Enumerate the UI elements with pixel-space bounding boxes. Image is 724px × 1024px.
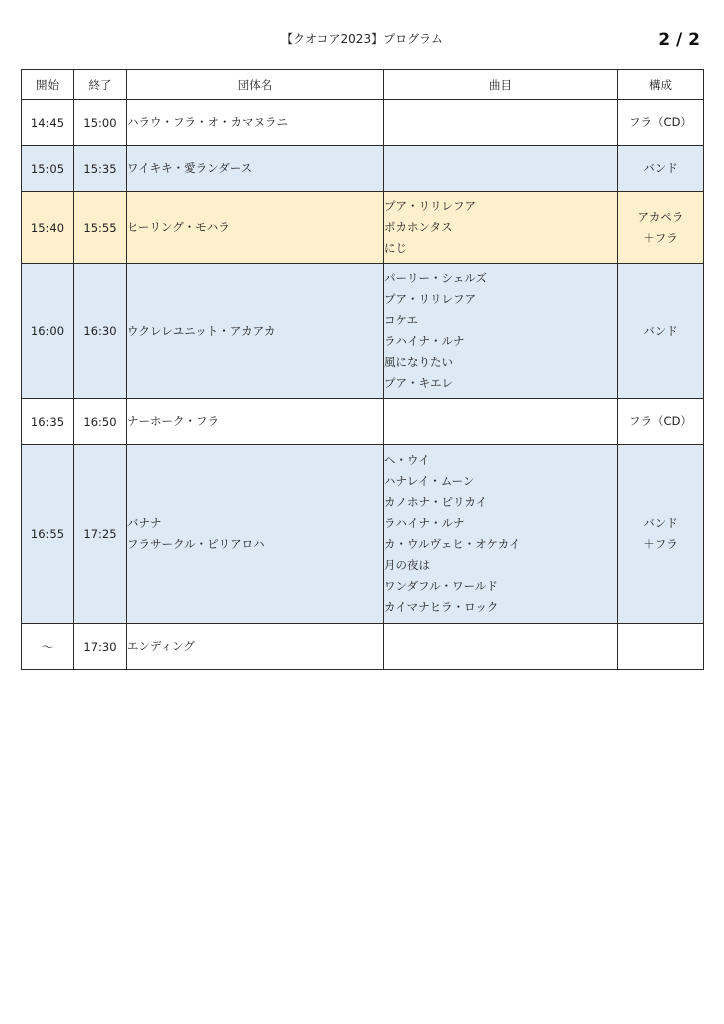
group-name-line: ナーホーク・フラ [127, 414, 219, 428]
song-list [384, 445, 618, 624]
table-row [22, 399, 704, 445]
end-time: 17:30 [74, 624, 127, 670]
song-title: カ・ウルヴェヒ・オケカイ [384, 537, 521, 551]
table-row [22, 624, 704, 670]
header-end: 終了 [74, 70, 127, 100]
header-songs: 曲目 [384, 70, 618, 100]
song-title: パーリー・シェルズ [384, 271, 487, 285]
song-title: ハナレイ・ムーン [384, 474, 475, 488]
end-time: 16:30 [74, 264, 127, 399]
song-list [384, 399, 618, 445]
song-title: カイマナヒラ・ロック [384, 600, 499, 614]
group-name-line: ハラウ・フラ・オ・カマヌラニ [127, 115, 288, 129]
table-row [22, 100, 704, 146]
end-time: 17:25 [74, 445, 127, 624]
song-title: にじ [384, 241, 407, 255]
end-time: 16:50 [74, 399, 127, 445]
format-line: バンド [643, 516, 678, 530]
performance-format [618, 146, 704, 192]
program-body [22, 100, 704, 670]
song-title: プア・キエレ [384, 376, 453, 390]
table-row [22, 445, 704, 624]
header-row [22, 70, 704, 100]
song-title: 月の夜は [384, 558, 430, 572]
start-time: 16:35 [22, 399, 74, 445]
format-line: バンド [643, 161, 678, 175]
group-name [127, 192, 384, 264]
header-format: 構成 [618, 70, 704, 100]
table-row [22, 264, 704, 399]
program-table [21, 69, 704, 670]
song-list [384, 146, 618, 192]
song-title: プア・リリレフア [384, 292, 476, 306]
song-list [384, 192, 618, 264]
start-time: 14:45 [22, 100, 74, 146]
group-name [127, 624, 384, 670]
performance-format [618, 192, 704, 264]
start-time: 16:55 [22, 445, 74, 624]
song-title: ヘ・ウイ [384, 453, 430, 467]
song-list [384, 624, 618, 670]
song-title: ラハイナ・ルナ [384, 334, 465, 348]
group-name-line: ヒーリング・モハラ [127, 220, 230, 234]
group-name-line: ウクレレユニット・アカアカ [127, 323, 276, 338]
song-title: ワンダフル・ワールド [384, 579, 498, 593]
header-group: 団体名 [127, 70, 384, 100]
end-time: 15:00 [74, 100, 127, 146]
format-line: ＋フラ [643, 537, 678, 551]
song-title: プア・リリレフア [384, 199, 476, 213]
format-line: フラ（CD） [629, 115, 692, 129]
song-list [384, 100, 618, 146]
group-name [127, 100, 384, 146]
performance-format [618, 100, 704, 146]
performance-format [618, 399, 704, 445]
header-start: 開始 [22, 70, 74, 100]
song-title: 風になりたい [384, 355, 453, 369]
end-time: 15:55 [74, 192, 127, 264]
format-line: フラ（CD） [629, 414, 692, 428]
format-line: ＋フラ [643, 230, 678, 245]
group-name [127, 399, 384, 445]
song-list [384, 264, 618, 399]
song-title: コケエ [384, 313, 419, 327]
group-name [127, 445, 384, 624]
start-time: 15:05 [22, 146, 74, 192]
table-row [22, 192, 704, 264]
song-title: ポカホンタス [384, 220, 453, 234]
song-title: カノホナ・ピリカイ [384, 495, 488, 509]
performance-format [618, 445, 704, 624]
document-title: 【クオコア2023】プログラム [281, 32, 443, 46]
page-number: 2 / 2 [658, 30, 700, 50]
group-name-line: エンディング [127, 639, 195, 653]
group-name-line: フラサークル・ピリアロハ [127, 537, 265, 551]
performance-format [618, 624, 704, 670]
table-row [22, 146, 704, 192]
format-line: アカペラ [637, 209, 684, 224]
start-time: 15:40 [22, 192, 74, 264]
group-name-line: バナナ [127, 516, 162, 530]
start-time: ～ [22, 624, 74, 670]
performance-format [618, 264, 704, 399]
group-name [127, 146, 384, 192]
start-time: 16:00 [22, 264, 74, 399]
group-name [127, 264, 384, 399]
format-line: バンド [643, 323, 678, 338]
end-time: 15:35 [74, 146, 127, 192]
song-title: ラハイナ・ルナ [384, 516, 465, 530]
group-name-line: ワイキキ・愛ランダース [127, 161, 253, 175]
